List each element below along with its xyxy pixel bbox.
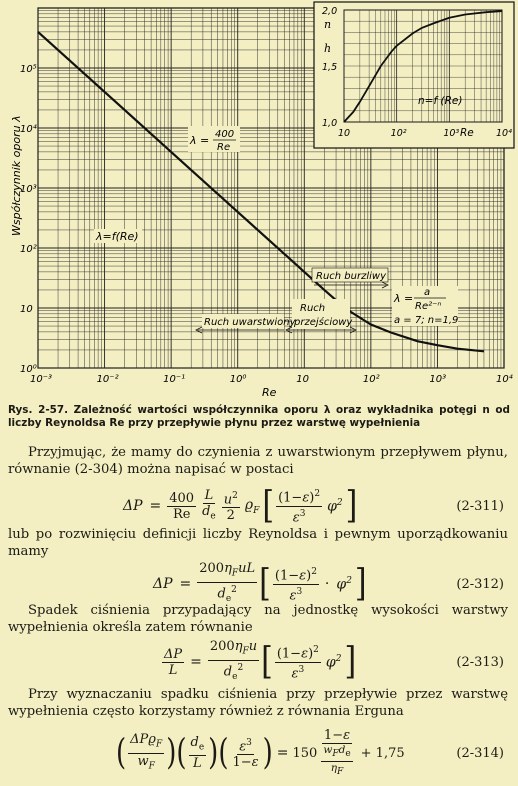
equation-number-3: (2-313) bbox=[456, 654, 504, 670]
main-x-tick-label: 10⁻² bbox=[96, 374, 119, 385]
turb-formula-den: Re²⁻ⁿ bbox=[415, 301, 442, 312]
turb-formula-num: a bbox=[424, 287, 431, 298]
inset-x-tick-label: 10² bbox=[390, 128, 407, 139]
paragraph-3: Spadek ciśnienia przypadający na jednostkę wysokości warstwy wypełnienia określa zatem równanie bbox=[8, 603, 508, 635]
equation-2-313: $\frac{\Delta P}{L}$ = $\frac{200\eta_Fu}{d_e^2}$ [ $\frac{(1-\varepsilon)^2}{\varepsilon^3}$ $\varphi^2$ ] (2-313) bbox=[0, 636, 518, 688]
main-x-tick-label: 10⁻¹ bbox=[163, 374, 186, 385]
equation-number-1: (2-311) bbox=[456, 498, 504, 514]
inset-x-tick-label: 10 bbox=[338, 128, 351, 139]
main-y-tick-label: 10 bbox=[20, 304, 33, 315]
equation-number-2: (2-312) bbox=[456, 576, 504, 592]
main-x-tick-label: 10⁻³ bbox=[30, 374, 53, 385]
inset-y-tick-label: 2,0 bbox=[322, 6, 338, 17]
equation-number-4: (2-314) bbox=[456, 745, 504, 761]
equation-2-312: ΔP = $\frac{200\eta_FuL}{d_e^2}$ [ $\frac{(1-\varepsilon)^2}{\varepsilon^3}$ · $\varphi^2$ ] (2-312) bbox=[0, 558, 518, 610]
paragraph-2: lub po rozwinięciu definicji liczby Reynoldsa i pewnym uporządkowaniu mamy bbox=[8, 527, 508, 559]
main-y-tick-label: 10⁰ bbox=[20, 364, 37, 375]
figure-caption: Rys. 2-57. Zależność wartości współczynnika oporu λ oraz wykładnika potęgi n od liczby Reynoldsa Re przy przepływie płynu przez warstwę wypełnienia bbox=[8, 404, 510, 429]
main-xlabel: Re bbox=[262, 386, 277, 399]
equation-2-311: ΔP = $\frac{400}{Re}$ $\frac{L}{d_e}$ $\frac{u^2}{2}$ $ϱ_F$ [ $\frac{(1-\varepsilon)^2}{\varepsilon^3}$ $\varphi^2$ ] (2-311) bbox=[0, 480, 518, 532]
inset-x-tick-label: 10⁴ bbox=[496, 128, 512, 139]
inset-xlabel: Re bbox=[460, 127, 474, 139]
lambda-f-label: λ=f(Re) bbox=[96, 230, 139, 243]
paragraph-1: Przyjmując, że mamy do czynienia z uwarstwionym przepływem płynu, równanie (2-304) można napisać w postaci bbox=[8, 445, 508, 477]
main-y-tick-label: 10⁵ bbox=[20, 64, 37, 75]
paragraph-4: Przy wyznaczaniu spadku ciśnienia przy przepływie przez warstwę wypełnienia często korzystamy również z równania Erguna bbox=[8, 687, 508, 719]
main-x-tick-label: 10⁴ bbox=[496, 374, 513, 385]
inset-x-tick-label: 10³ bbox=[443, 128, 460, 139]
main-x-tick-label: 10³ bbox=[429, 374, 447, 385]
main-y-tick-label: 10⁴ bbox=[20, 124, 37, 135]
main-y-tick-label: 10³ bbox=[20, 184, 37, 195]
inset-y-tick-label: 1,0 bbox=[322, 118, 338, 129]
inset-curve-label: n=f (Re) bbox=[418, 95, 463, 107]
ruch-uwarstwiony-label: Ruch uwarstwiony bbox=[204, 317, 296, 328]
ergun-const-150: 150 bbox=[292, 745, 318, 761]
ruch-przejsciowy-label-2: przejściowy bbox=[294, 317, 353, 328]
laminar-formula-num: 400 bbox=[215, 129, 235, 140]
main-y-tick-label: 10² bbox=[20, 244, 37, 255]
turb-constants: a = 7; n=1,9 bbox=[394, 315, 459, 326]
main-x-tick-label: 10² bbox=[362, 374, 380, 385]
main-x-tick-label: 10⁰ bbox=[229, 374, 247, 385]
ergun-const-175: + 1,75 bbox=[360, 745, 405, 761]
inset-ylabel: n bbox=[324, 18, 332, 31]
ruch-burzliwy-label: Ruch burzliwy bbox=[316, 271, 386, 282]
main-ylabel: Współczynnik oporu λ bbox=[10, 115, 23, 236]
inset-y-tick-label: 1,5 bbox=[322, 62, 338, 73]
laminar-formula-den: Re bbox=[217, 142, 231, 153]
equation-2-314: ( $\frac{\Delta Pϱ_F}{w_F}$ ) ( $\frac{d_e}{L}$ ) ( $\frac{\varepsilon^3}{1-\varepsilon}$ ) = 150 $\frac{1-\varepsilon}{\frac{w_Fd_e}{\eta_F}}$ + 1,75 (2-314) bbox=[0, 722, 518, 784]
turb-formula-lhs: λ = bbox=[394, 292, 414, 305]
laminar-formula-lhs: λ = bbox=[190, 134, 210, 147]
main-x-tick-label: 10 bbox=[296, 374, 310, 385]
ruch-przejsciowy-label-1: Ruch bbox=[300, 303, 326, 314]
inset-ylabel-2: h bbox=[324, 42, 332, 55]
